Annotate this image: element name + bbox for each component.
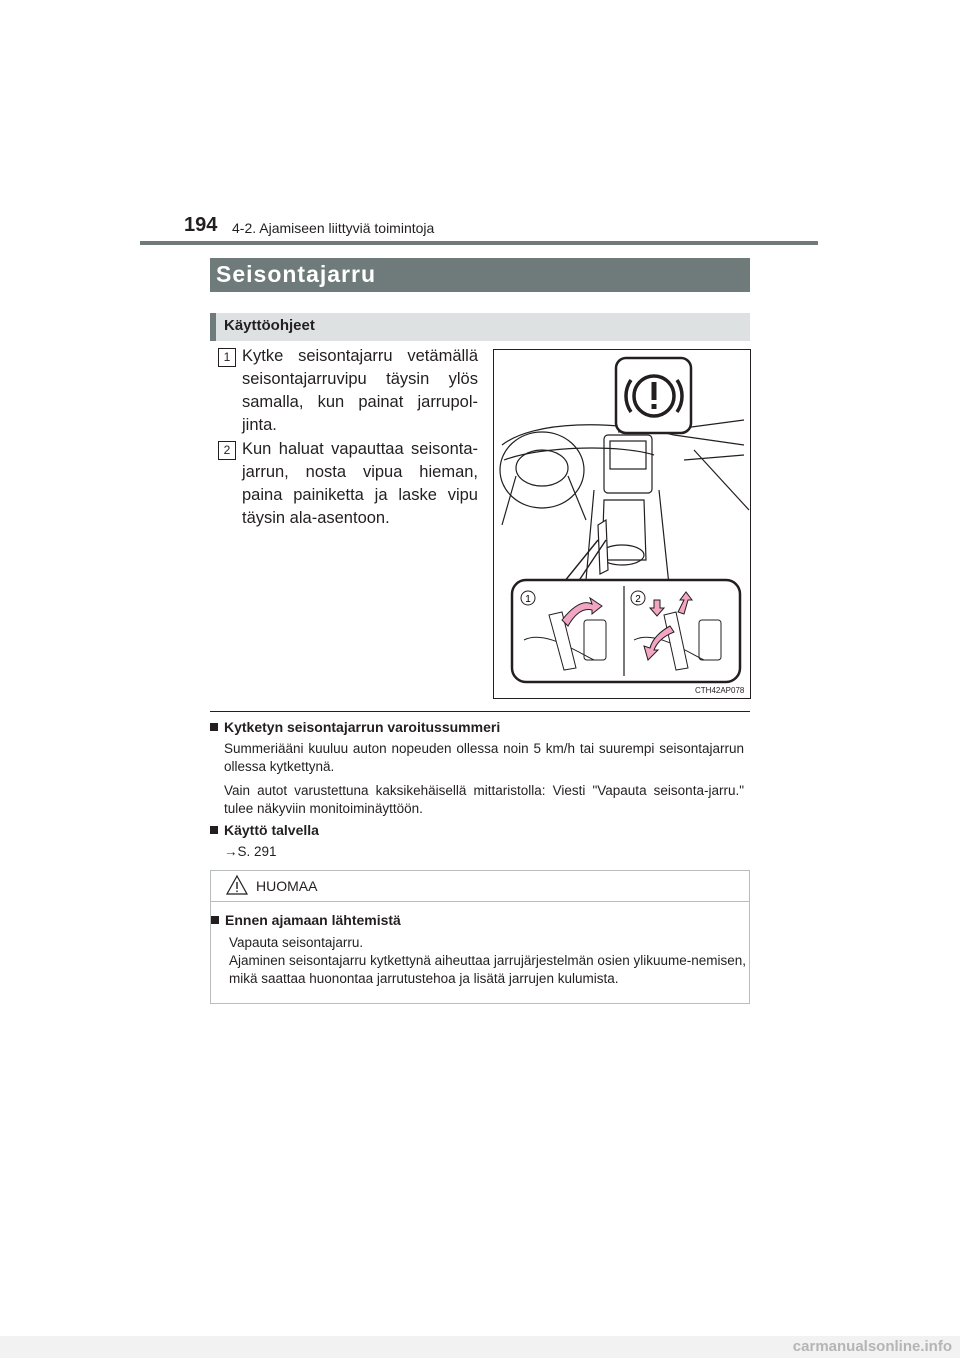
watermark: carmanualsonline.info xyxy=(792,1338,952,1355)
caution-line-2: Ajaminen seisontajarru kytkettynä aiheuttaa jarrujärjestelmän osien ylikuume-nemisen, mikä saattaa huonontaa jarrutustehoa ja lisätä jarrujen kulumista. xyxy=(229,953,747,986)
page-number: 194 xyxy=(184,214,218,236)
lever-inset xyxy=(512,580,740,682)
caution-label: HUOMAA xyxy=(256,878,318,894)
square-bullet-icon xyxy=(210,826,218,834)
note-1-paragraph-2: Vain autot varustettuna kaksikehäisellä mittaristolla: Viesti "Vapauta seisonta-jarru." tulee näkyviin monitoiminäyttöön. xyxy=(224,783,744,816)
step-number-2: 2 xyxy=(218,441,236,460)
subsection-title: Käyttöohjeet xyxy=(224,317,315,334)
square-bullet-icon xyxy=(210,723,218,731)
note-heading-2-text: Käyttö talvella xyxy=(224,822,319,838)
footer-bar xyxy=(0,1336,960,1358)
callout-2: 2 xyxy=(635,594,641,605)
illustration-code: CTH42AP078 xyxy=(695,686,745,695)
warning-triangle-icon xyxy=(225,874,249,896)
steering-wheel xyxy=(500,432,584,508)
illustration-drawing xyxy=(494,350,750,698)
caution-body xyxy=(229,934,747,988)
parking-brake-lever xyxy=(598,520,608,574)
step-text-1: Kytke seisontajarru vetämällä seisontajarruvipu täysin ylös samalla, kun painat jarrupol-jinta. xyxy=(242,347,478,434)
caution-line-1: Vapauta seisontajarru. xyxy=(229,935,364,950)
note-heading-1-text: Kytketyn seisontajarrun varoitussummeri xyxy=(224,719,501,735)
callout-1: 1 xyxy=(525,594,531,605)
subsection-accent xyxy=(210,313,216,341)
note-heading-1 xyxy=(210,719,500,735)
note-1-paragraph-1: Summeriääni kuuluu auton nopeuden ollessa noin 5 km/h tai suurempi seisontajarrun ollessa kytkettynä. xyxy=(224,741,744,774)
note-2-paragraph-1: →S. 291 xyxy=(224,844,277,859)
square-bullet-icon xyxy=(211,916,219,924)
header-rule xyxy=(140,241,818,245)
parking-brake-illustration xyxy=(493,349,751,699)
caution-separator xyxy=(211,901,749,902)
note-heading-2 xyxy=(210,822,319,838)
caution-heading xyxy=(211,912,401,928)
caution-heading-text: Ennen ajamaan lähtemistä xyxy=(225,912,401,928)
section-divider xyxy=(210,711,750,712)
step-text-2: Kun haluat vapauttaa seisonta-jarrun, nosta vipua hieman, paina painiketta ja laske vipu täysin ala-asentoon. xyxy=(242,440,478,527)
step-number-1: 1 xyxy=(218,348,236,367)
caution-box xyxy=(210,870,750,1004)
center-display xyxy=(604,435,652,493)
section-title: Seisontajarru xyxy=(216,261,376,287)
chapter-title: 4-2. Ajamiseen liittyviä toimintoja xyxy=(232,220,435,236)
